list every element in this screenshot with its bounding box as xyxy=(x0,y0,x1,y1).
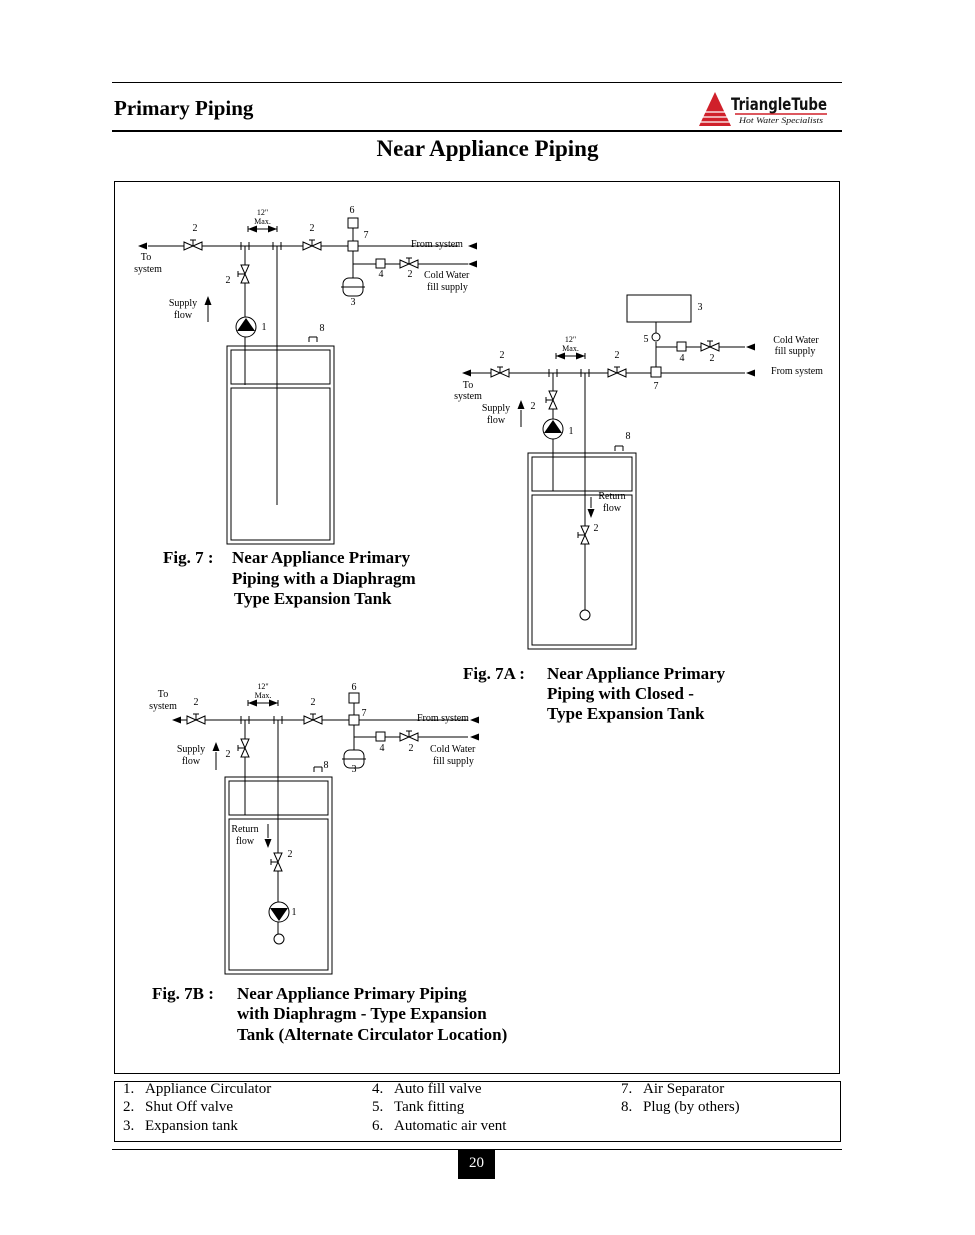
callout-number: 2 xyxy=(593,523,599,534)
callout-number: 4 xyxy=(378,269,384,280)
fig7b-caption-line-2: with Diaphragm - Type Expansion xyxy=(237,1004,487,1023)
cold-water-label: fill supply xyxy=(433,756,474,767)
plug-icon xyxy=(615,446,623,451)
to-system-label: To xyxy=(157,689,169,700)
callout-number: 8 xyxy=(319,323,325,334)
valve-body xyxy=(500,369,509,377)
callout-number: 6 xyxy=(351,682,357,693)
valve-body xyxy=(193,242,202,250)
fig7a-caption-line-3: Type Expansion Tank xyxy=(547,704,705,723)
callout-number: 2 xyxy=(408,743,414,754)
callout-number: 2 xyxy=(225,275,231,286)
svg-text:TriangleTube: TriangleTube xyxy=(731,95,827,115)
valve-body xyxy=(549,391,557,400)
tank-fitting xyxy=(652,333,660,341)
section-title: Primary Piping xyxy=(114,96,254,120)
shut-off-valve-icon xyxy=(400,258,418,268)
callout-number: 2 xyxy=(287,849,293,860)
callout-number: 2 xyxy=(499,350,505,361)
shut-off-valve-icon xyxy=(701,341,719,351)
callout-number: 2 xyxy=(709,353,715,364)
flow-arrow xyxy=(468,243,477,250)
shut-off-valve-icon xyxy=(238,739,249,757)
page-heading: Near Appliance Piping xyxy=(376,136,599,161)
callout-number: 6 xyxy=(349,205,355,216)
callout-number: 4 xyxy=(679,353,685,364)
legend-number: 2. xyxy=(123,1099,135,1115)
dimension-arrow xyxy=(268,226,277,233)
valve-body xyxy=(400,260,409,268)
legend-number: 3. xyxy=(123,1118,135,1134)
supply-flow-label: Supply xyxy=(176,744,206,755)
svg-text:Hot Water Specialists: Hot Water Specialists xyxy=(737,115,824,125)
spacing-label: Max. xyxy=(562,344,579,353)
spacing-label: 12" xyxy=(256,208,269,217)
flow-arrow xyxy=(468,261,477,268)
shut-off-valve-icon xyxy=(187,714,205,724)
valve-body xyxy=(241,274,249,283)
fig7b-caption-line-1: Near Appliance Primary Piping xyxy=(237,984,467,1003)
flow-arrow xyxy=(138,243,147,250)
fig7a-caption-line-2: Piping with Closed - xyxy=(547,684,694,703)
legend-number: 8. xyxy=(621,1099,633,1115)
valve-body xyxy=(241,748,249,757)
page-number: 20 xyxy=(458,1150,495,1179)
return-connection xyxy=(274,934,284,944)
valve-body xyxy=(303,242,312,250)
legend-label: Automatic air vent xyxy=(394,1118,507,1134)
flow-arrow xyxy=(470,717,479,724)
plug-icon xyxy=(309,337,317,342)
flow-arrow xyxy=(746,344,755,351)
shut-off-valve-icon xyxy=(303,240,321,250)
flow-arrow xyxy=(746,370,755,377)
auto-fill-valve xyxy=(677,342,686,351)
flow-arrow xyxy=(518,400,525,409)
callout-number: 2 xyxy=(225,749,231,760)
shut-off-valve-icon xyxy=(608,367,626,377)
return-connection xyxy=(580,610,590,620)
cold-water-label: Cold Water xyxy=(430,744,476,755)
legend-number: 6. xyxy=(372,1118,384,1134)
flow-arrow xyxy=(462,370,471,377)
valve-body xyxy=(241,739,249,748)
legend-label: Air Separator xyxy=(643,1081,725,1097)
callout-number: 5 xyxy=(643,334,649,345)
legend-label: Shut Off valve xyxy=(145,1099,234,1115)
callout-number: 2 xyxy=(309,223,315,234)
valve-body xyxy=(187,716,196,724)
expansion-tank-icon xyxy=(341,278,365,296)
spacing-label: Max. xyxy=(254,217,271,226)
callout-number: 1 xyxy=(291,907,297,918)
callout-number: 2 xyxy=(193,697,199,708)
supply-flow-label: flow xyxy=(173,310,193,321)
supply-flow-label: Supply xyxy=(481,403,511,414)
fig7a-caption-line-1: Near Appliance Primary xyxy=(547,664,726,683)
flow-arrow xyxy=(470,734,479,741)
shut-off-valve-icon xyxy=(238,265,249,283)
fig7-caption-line-1: Near Appliance Primary xyxy=(232,548,411,567)
callout-number: 2 xyxy=(530,401,536,412)
flow-arrow xyxy=(172,717,181,724)
dimension-arrow xyxy=(248,700,257,707)
callout-number: 3 xyxy=(697,302,703,313)
shut-off-valve-icon xyxy=(546,391,557,409)
valve-body xyxy=(312,242,321,250)
boiler-appliance xyxy=(227,346,334,544)
to-system-label: system xyxy=(149,701,177,712)
callout-number: 2 xyxy=(407,269,413,280)
circulator-pump-icon xyxy=(543,419,563,439)
valve-body xyxy=(313,716,322,724)
callout-number: 7 xyxy=(653,381,659,392)
valve-body xyxy=(409,733,418,741)
dimension-arrow xyxy=(556,353,565,360)
valve-body xyxy=(400,733,409,741)
valve-body xyxy=(491,369,500,377)
legend-label: Expansion tank xyxy=(145,1118,238,1134)
from-system-label: From system xyxy=(771,366,823,377)
air-separator xyxy=(651,367,661,377)
legend-item-2 xyxy=(123,1099,233,1116)
from-system-label: From system xyxy=(411,239,463,250)
fig7b-caption-line-3: Tank (Alternate Circulator Location) xyxy=(237,1025,508,1044)
callout-number: 1 xyxy=(261,322,267,333)
valve-body xyxy=(304,716,313,724)
valve-body xyxy=(184,242,193,250)
legend-item-4 xyxy=(372,1081,481,1098)
auto-fill-valve xyxy=(376,732,385,741)
from-system-label: From system xyxy=(417,713,469,724)
shut-off-valve-icon xyxy=(304,714,322,724)
callout-number: 8 xyxy=(323,760,329,771)
return-flow-label: Return xyxy=(598,491,626,502)
supply-flow-label: Supply xyxy=(168,298,198,309)
air-vent xyxy=(349,693,359,703)
dimension-arrow xyxy=(248,226,257,233)
dimension-arrow xyxy=(576,353,585,360)
fig7a-number: Fig. 7A : xyxy=(463,664,525,683)
dimension-arrow xyxy=(269,700,278,707)
callout-number: 2 xyxy=(192,223,198,234)
supply-flow-label: flow xyxy=(181,756,201,767)
callout-number: 7 xyxy=(363,230,369,241)
to-system-label: To xyxy=(462,380,474,391)
fig7b-number: Fig. 7B : xyxy=(152,984,214,1003)
valve-body xyxy=(241,265,249,274)
supply-flow-label: flow xyxy=(486,415,506,426)
flow-arrow xyxy=(205,296,212,305)
auto-fill-valve xyxy=(376,259,385,268)
callout-number: 2 xyxy=(310,697,316,708)
return-flow-label: flow xyxy=(235,836,255,847)
legend-label: Appliance Circulator xyxy=(145,1081,272,1097)
air-vent xyxy=(348,218,358,228)
flow-arrow xyxy=(213,742,220,751)
valve-body xyxy=(409,260,418,268)
cold-water-label: fill supply xyxy=(427,282,468,293)
cold-water-label: fill supply xyxy=(774,346,816,357)
plug-icon xyxy=(314,767,322,772)
legend-number: 1. xyxy=(123,1081,135,1097)
return-flow-label: Return xyxy=(231,824,259,835)
shut-off-valve-icon xyxy=(400,731,418,741)
callout-number: 7 xyxy=(361,708,367,719)
shut-off-valve-icon xyxy=(491,367,509,377)
legend-number: 4. xyxy=(372,1081,384,1097)
shut-off-valve-icon xyxy=(184,240,202,250)
legend-number: 5. xyxy=(372,1099,384,1115)
callout-number: 2 xyxy=(614,350,620,361)
fig7-caption-line-2: Piping with a Diaphragm xyxy=(232,569,416,588)
spacing-label: Max. xyxy=(254,691,272,700)
closed-expansion-tank xyxy=(627,295,691,322)
fig7-number: Fig. 7 : xyxy=(163,548,214,567)
fig7-caption-line-3: Type Expansion Tank xyxy=(234,589,392,608)
boiler-outer xyxy=(227,346,334,544)
legend-item-3 xyxy=(123,1118,238,1135)
callout-number: 1 xyxy=(568,426,574,437)
valve-body xyxy=(549,400,557,409)
spacing-label: 12" xyxy=(564,335,577,344)
valve-body xyxy=(710,343,719,351)
to-system-label: system xyxy=(454,391,482,402)
legend-item-5 xyxy=(372,1099,464,1116)
callout-number: 3 xyxy=(350,297,356,308)
callout-number: 3 xyxy=(351,764,357,775)
legend-label: Auto fill valve xyxy=(394,1081,482,1097)
air-separator xyxy=(349,715,359,725)
return-flow-label: flow xyxy=(602,503,622,514)
legend-number: 7. xyxy=(621,1081,633,1097)
callout-number: 4 xyxy=(379,743,385,754)
legend-item-6 xyxy=(372,1118,506,1135)
legend-label: Tank fitting xyxy=(394,1099,465,1115)
legend-label: Plug (by others) xyxy=(643,1099,740,1115)
valve-body xyxy=(608,369,617,377)
cold-water-label: Cold Water xyxy=(773,335,819,346)
to-system-label: system xyxy=(134,264,162,275)
valve-body xyxy=(701,343,710,351)
circulator-pump-icon xyxy=(236,317,256,337)
legend-item-1 xyxy=(123,1081,271,1098)
to-system-label: To xyxy=(140,252,152,263)
legend-item-7 xyxy=(621,1081,724,1098)
valve-body xyxy=(617,369,626,377)
valve-body xyxy=(196,716,205,724)
air-separator xyxy=(348,241,358,251)
spacing-label: 12" xyxy=(257,682,269,691)
circulator-pump-icon xyxy=(269,902,289,922)
legend-item-8 xyxy=(621,1099,740,1116)
callout-number: 8 xyxy=(625,431,631,442)
cold-water-label: Cold Water xyxy=(424,270,470,281)
